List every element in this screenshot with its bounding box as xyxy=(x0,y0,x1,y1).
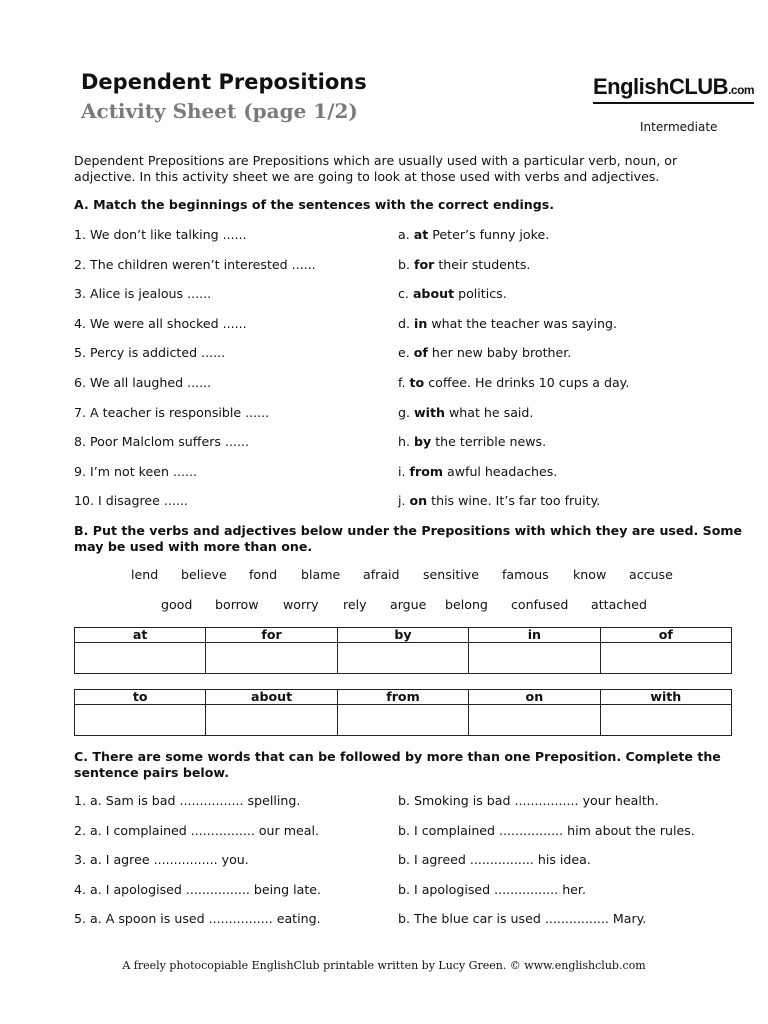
answer-cell[interactable] xyxy=(600,643,731,674)
match-row xyxy=(74,464,734,482)
word-item: believe xyxy=(181,567,227,582)
ending-text: what the teacher was saying. xyxy=(427,315,617,331)
ending-text: this wine. It’s far too fruity. xyxy=(427,493,601,509)
page-subtitle: Activity Sheet (page 1/2) xyxy=(81,99,358,123)
ending-text: Peter’s funny joke. xyxy=(428,227,550,242)
ending-letter: f. xyxy=(398,375,410,390)
sentence-ending xyxy=(398,375,629,390)
word-bank-row-2 xyxy=(0,597,768,615)
section-a-heading: A. Match the beginnings of the sentences with the correct endings. xyxy=(74,197,555,212)
table-header: at xyxy=(75,628,206,643)
ending-letter: e. xyxy=(398,345,414,361)
ending-text: politics. xyxy=(454,286,507,302)
match-row xyxy=(74,375,734,393)
logo-main: EnglishCLUB xyxy=(593,74,729,99)
table-header: with xyxy=(600,690,731,705)
sentence-a: 3. a. I agree ................ you. xyxy=(74,852,249,868)
sentence-a: 1. a. Sam is bad ................ spelling. xyxy=(74,793,301,808)
footer-credit: A freely photocopiable EnglishClub printable written by Lucy Green. © www.englishclub.com xyxy=(122,959,646,972)
preposition-table-2 xyxy=(74,689,732,736)
ending-letter: j. xyxy=(398,493,410,509)
table-header: in xyxy=(469,628,600,643)
ending-text: their students. xyxy=(434,256,531,272)
sentence-beginning: 4. We were all shocked ...... xyxy=(74,315,247,331)
ending-letter: a. xyxy=(398,227,414,242)
answer-cell[interactable] xyxy=(600,705,731,736)
word-item: blame xyxy=(301,567,341,582)
answer-cell[interactable] xyxy=(469,705,600,736)
sentence-ending xyxy=(398,405,533,420)
ending-preposition: of xyxy=(413,345,428,361)
logo-domain: .com xyxy=(728,83,755,97)
table-header: by xyxy=(337,628,468,643)
ending-preposition: from xyxy=(409,463,443,479)
word-item: famous xyxy=(502,567,549,582)
ending-preposition: for xyxy=(414,256,435,272)
sentence-beginning: 3. Alice is jealous ...... xyxy=(74,286,212,302)
sentence-b: b. I agreed ................ his idea. xyxy=(398,852,591,868)
sentence-pair xyxy=(74,823,734,841)
sentence-beginning: 10. I disagree ...... xyxy=(74,493,188,509)
word-item: belong xyxy=(445,597,488,612)
table-header: to xyxy=(75,690,206,705)
ending-text: awful headaches. xyxy=(442,463,558,479)
answer-cell[interactable] xyxy=(206,705,337,736)
sentence-a: 2. a. I complained ................ our meal. xyxy=(74,822,319,838)
word-item: confused xyxy=(511,597,569,612)
word-item: lend xyxy=(131,567,159,582)
ending-text: what he said. xyxy=(444,404,534,420)
sentence-beginning: 2. The children weren’t interested ...... xyxy=(74,256,316,272)
ending-preposition: to xyxy=(409,375,425,390)
logo-underline xyxy=(593,102,754,104)
table-header: from xyxy=(337,690,468,705)
match-row xyxy=(74,345,734,363)
sentence-ending xyxy=(398,316,617,331)
sentence-ending xyxy=(398,493,600,508)
sentence-ending xyxy=(398,345,571,360)
sentence-b: b. I apologised ................ her. xyxy=(398,881,586,897)
ending-letter: d. xyxy=(398,315,415,331)
sentence-b: b. I complained ................ him about the rules. xyxy=(398,822,695,838)
intro-paragraph: Dependent Prepositions are Prepositions which are usually used with a particular verb, noun, or adjective. In this activity sheet we are going to look at those used with verbs and adjectives. xyxy=(74,153,678,184)
answer-cell[interactable] xyxy=(337,643,468,674)
ending-preposition: about xyxy=(412,286,455,302)
sentence-beginning: 9. I’m not keen ...... xyxy=(74,463,197,479)
ending-preposition: by xyxy=(414,434,432,450)
preposition-table-1 xyxy=(74,627,732,674)
sentence-a: 4. a. I apologised ................ being late. xyxy=(74,881,322,897)
sentence-ending xyxy=(398,257,530,272)
sentence-ending xyxy=(398,286,507,301)
ending-text: her new baby brother. xyxy=(427,345,572,361)
match-row xyxy=(74,405,734,423)
sentence-ending xyxy=(398,464,557,479)
table-header: on xyxy=(469,690,600,705)
word-item: sensitive xyxy=(423,567,479,582)
ending-letter: c. xyxy=(398,286,413,302)
englishclub-logo xyxy=(593,74,754,100)
sentence-beginning: 5. Percy is addicted ...... xyxy=(74,345,226,361)
table-header: for xyxy=(206,628,337,643)
match-row xyxy=(74,434,734,452)
ending-preposition: with xyxy=(414,404,445,420)
answer-cell[interactable] xyxy=(75,705,206,736)
sentence-b: b. The blue car is used ................ Mary. xyxy=(398,911,647,927)
word-item: argue xyxy=(390,597,427,612)
table-header: about xyxy=(206,690,337,705)
sentence-pair xyxy=(74,793,734,811)
sentence-beginning: 7. A teacher is responsible ...... xyxy=(74,404,270,420)
sentence-beginning: 1. We don’t like talking ...... xyxy=(74,227,247,242)
word-item: accuse xyxy=(629,567,673,582)
sentence-b: b. Smoking is bad ................ your health. xyxy=(398,793,659,808)
ending-letter: i. xyxy=(398,463,410,479)
level-label: Intermediate xyxy=(640,120,718,134)
section-c-heading: C. There are some words that can be followed by more than one Preposition. Complete the sentence pairs below. xyxy=(74,749,721,780)
word-item: attached xyxy=(591,597,647,612)
page-title: Dependent Prepositions xyxy=(81,70,367,94)
section-b-heading: B. Put the verbs and adjectives below under the Prepositions with which they are used. Some may be used with more than one. xyxy=(74,523,743,554)
ending-text: the terrible news. xyxy=(431,434,547,450)
word-item: fond xyxy=(249,567,278,582)
table-header: of xyxy=(600,628,731,643)
answer-cell[interactable] xyxy=(206,643,337,674)
ending-text: coffee. He drinks 10 cups a day. xyxy=(424,375,630,390)
sentence-ending xyxy=(398,434,546,449)
answer-cell[interactable] xyxy=(469,643,600,674)
sentence-beginning: 8. Poor Malclom suffers ...... xyxy=(74,434,249,450)
ending-letter: b. xyxy=(398,256,415,272)
word-item: afraid xyxy=(363,567,400,582)
ending-preposition: at xyxy=(413,227,429,242)
sentence-pair xyxy=(74,852,734,870)
match-row xyxy=(74,493,734,511)
sentence-pair xyxy=(74,882,734,900)
ending-letter: g. xyxy=(398,404,415,420)
word-bank-row-1 xyxy=(0,567,768,585)
word-item: worry xyxy=(283,597,319,612)
ending-preposition: on xyxy=(409,493,428,509)
answer-cell[interactable] xyxy=(75,643,206,674)
word-item: good xyxy=(161,597,193,612)
match-row xyxy=(74,257,734,275)
word-item: rely xyxy=(343,597,367,612)
sentence-ending xyxy=(398,227,549,242)
sentence-pair xyxy=(74,911,734,929)
word-item: borrow xyxy=(215,597,259,612)
match-row xyxy=(74,286,734,304)
ending-preposition: in xyxy=(414,315,428,331)
answer-cell[interactable] xyxy=(337,705,468,736)
match-row xyxy=(74,316,734,334)
word-item: know xyxy=(573,567,607,582)
match-row xyxy=(74,227,734,245)
sentence-a: 5. a. A spoon is used ................ eating. xyxy=(74,911,321,927)
ending-letter: h. xyxy=(398,434,414,450)
sentence-beginning: 6. We all laughed ...... xyxy=(74,375,212,390)
